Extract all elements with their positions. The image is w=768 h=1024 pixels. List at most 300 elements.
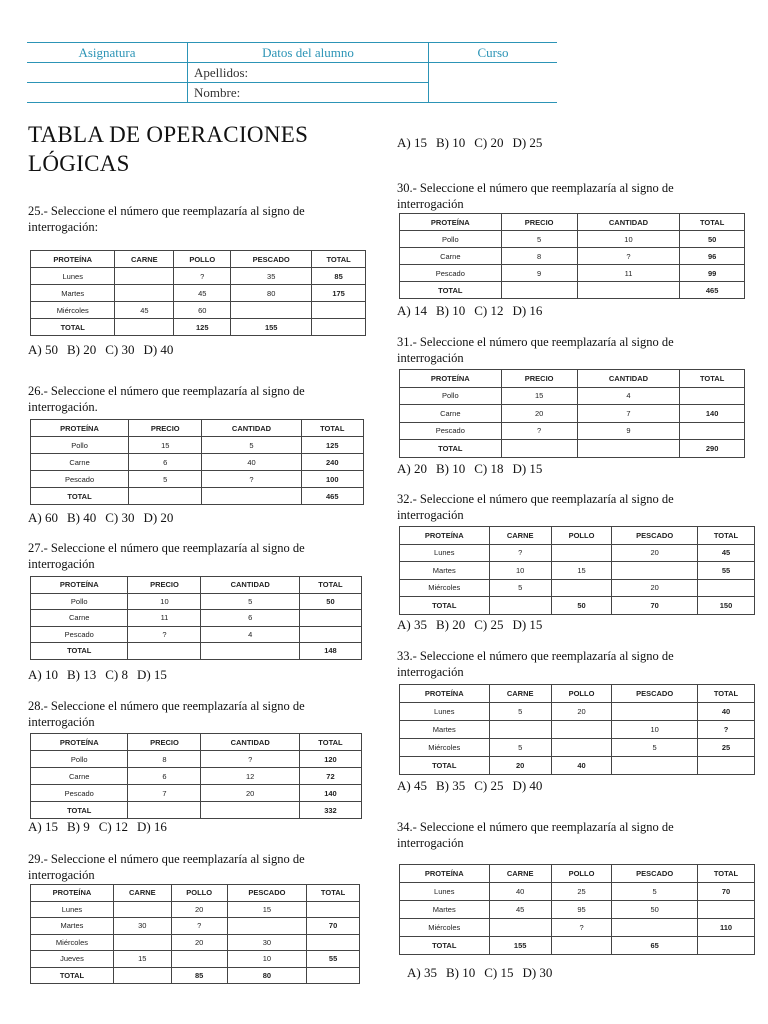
table-header-cell: PROTEÍNA bbox=[400, 685, 490, 703]
table-row bbox=[31, 285, 366, 302]
answer-option[interactable]: C) 18 bbox=[474, 461, 504, 476]
table-cell: 20 bbox=[171, 934, 227, 951]
answer-option[interactable]: C) 12 bbox=[98, 819, 128, 834]
table-cell bbox=[201, 643, 299, 660]
table-header-cell: PESCADO bbox=[227, 885, 306, 902]
table-cell: 99 bbox=[680, 265, 745, 282]
answer-option[interactable]: D) 25 bbox=[512, 135, 543, 150]
question-30-table bbox=[399, 213, 745, 299]
table-row bbox=[400, 544, 755, 562]
table-cell: Martes bbox=[400, 721, 490, 739]
table-cell: 45 bbox=[697, 544, 754, 562]
table-cell bbox=[551, 937, 611, 955]
table-cell bbox=[501, 282, 577, 299]
table-cell bbox=[307, 934, 360, 951]
table-header-row bbox=[31, 734, 362, 751]
answer-option[interactable]: D) 40 bbox=[512, 778, 543, 793]
table-header-cell: CARNE bbox=[489, 527, 551, 545]
subject-label: Asignatura bbox=[27, 43, 188, 63]
table-row bbox=[400, 282, 745, 299]
table-cell: 40 bbox=[551, 757, 611, 775]
table-cell: 6 bbox=[129, 454, 202, 471]
answer-option[interactable]: B) 10 bbox=[435, 461, 466, 476]
table-cell bbox=[501, 440, 577, 458]
table-cell: 50 bbox=[612, 901, 698, 919]
answer-option[interactable]: B) 20 bbox=[66, 342, 97, 357]
table-cell: 140 bbox=[299, 785, 361, 802]
table-cell: 15 bbox=[113, 951, 171, 968]
question-30-answers bbox=[397, 303, 551, 319]
answer-option[interactable]: A) 60 bbox=[28, 510, 58, 525]
table-cell: Miércoles bbox=[31, 302, 115, 319]
table-row bbox=[400, 883, 755, 901]
table-cell bbox=[697, 937, 754, 955]
table-cell: 25 bbox=[551, 883, 611, 901]
table-cell: 20 bbox=[171, 901, 227, 918]
table-cell: 10 bbox=[577, 231, 680, 248]
question-32-table bbox=[399, 526, 755, 615]
table-header-cell: PROTEÍNA bbox=[400, 527, 490, 545]
question-28-answers bbox=[28, 819, 176, 835]
table-header-cell: PRECIO bbox=[128, 577, 201, 594]
table-cell: Jueves bbox=[31, 951, 114, 968]
table-cell bbox=[312, 302, 366, 319]
table-cell: 40 bbox=[697, 703, 754, 721]
table-cell: 70 bbox=[307, 918, 360, 935]
answer-option[interactable]: D) 15 bbox=[512, 617, 543, 632]
table-cell: ? bbox=[128, 626, 201, 643]
table-cell: Pescado bbox=[400, 422, 502, 440]
table-cell: 20 bbox=[551, 703, 611, 721]
table-cell: 9 bbox=[501, 265, 577, 282]
table-cell: 20 bbox=[612, 544, 698, 562]
table-row bbox=[31, 918, 360, 935]
table-cell bbox=[551, 544, 611, 562]
table-cell: Miércoles bbox=[400, 919, 490, 937]
table-cell: Martes bbox=[31, 285, 115, 302]
question-31-answers bbox=[397, 461, 551, 477]
table-cell: TOTAL bbox=[400, 757, 490, 775]
table-cell: TOTAL bbox=[400, 440, 502, 458]
question-34-answers bbox=[407, 965, 561, 981]
table-cell: 9 bbox=[577, 422, 680, 440]
table-row bbox=[31, 610, 362, 627]
table-cell: ? bbox=[171, 918, 227, 935]
table-cell: 95 bbox=[551, 901, 611, 919]
answer-option[interactable]: D) 15 bbox=[136, 667, 167, 682]
student-data-label: Datos del alumno bbox=[188, 43, 429, 63]
table-cell: Miércoles bbox=[31, 934, 114, 951]
table-header-cell: TOTAL bbox=[680, 370, 745, 388]
table-cell: 5 bbox=[129, 471, 202, 488]
question-29-table bbox=[30, 884, 360, 984]
table-header-cell: PROTEÍNA bbox=[31, 885, 114, 902]
table-header-cell: TOTAL bbox=[299, 734, 361, 751]
table-cell bbox=[115, 268, 174, 285]
table-row bbox=[31, 951, 360, 968]
table-header-row bbox=[31, 420, 364, 437]
table-cell bbox=[299, 610, 361, 627]
table-cell: 70 bbox=[697, 883, 754, 901]
table-header-cell: PROTEÍNA bbox=[400, 370, 502, 388]
table-cell: 72 bbox=[299, 768, 361, 785]
answer-option[interactable]: C) 25 bbox=[474, 617, 504, 632]
table-cell: Carne bbox=[31, 454, 129, 471]
table-cell: 155 bbox=[489, 937, 551, 955]
table-cell bbox=[697, 901, 754, 919]
table-cell: 240 bbox=[301, 454, 363, 471]
table-cell: 50 bbox=[299, 593, 361, 610]
table-cell bbox=[312, 319, 366, 336]
answer-option[interactable]: B) 20 bbox=[435, 617, 466, 632]
table-cell: 15 bbox=[551, 562, 611, 580]
surnames-field[interactable]: Apellidos: bbox=[188, 63, 429, 83]
table-header-cell: PESCADO bbox=[231, 251, 312, 268]
table-header-row bbox=[400, 370, 745, 388]
table-cell bbox=[129, 488, 202, 505]
table-header-cell: PRECIO bbox=[501, 214, 577, 231]
table-row bbox=[31, 471, 364, 488]
answer-option[interactable]: B) 35 bbox=[435, 778, 466, 793]
table-cell: Pollo bbox=[31, 751, 128, 768]
table-cell: 45 bbox=[489, 901, 551, 919]
table-cell: TOTAL bbox=[400, 282, 502, 299]
table-cell bbox=[128, 802, 201, 819]
answer-option[interactable]: D) 30 bbox=[522, 965, 553, 980]
table-row bbox=[400, 562, 755, 580]
question-25-table bbox=[30, 250, 366, 336]
table-cell: 50 bbox=[551, 597, 611, 615]
table-cell bbox=[307, 967, 360, 984]
table-header-row bbox=[400, 685, 755, 703]
table-cell: Lunes bbox=[400, 703, 490, 721]
table-header-cell: TOTAL bbox=[697, 527, 754, 545]
table-cell: 25 bbox=[697, 739, 754, 757]
table-row bbox=[31, 785, 362, 802]
table-cell: Miércoles bbox=[400, 739, 490, 757]
table-cell: TOTAL bbox=[31, 319, 115, 336]
table-cell: Lunes bbox=[400, 544, 490, 562]
table-row bbox=[400, 703, 755, 721]
table-row bbox=[400, 231, 745, 248]
answer-option[interactable]: A) 10 bbox=[28, 667, 58, 682]
question-31-prompt: 31.- Seleccione el número que reemplazaría al signo de interrogación bbox=[397, 335, 674, 365]
course-label: Curso bbox=[429, 43, 558, 63]
table-cell: Pescado bbox=[400, 265, 502, 282]
table-cell: Pollo bbox=[400, 231, 502, 248]
table-cell: Pollo bbox=[31, 593, 128, 610]
answer-option[interactable]: C) 8 bbox=[105, 667, 128, 682]
answer-option[interactable]: D) 16 bbox=[512, 303, 543, 318]
table-cell: 5 bbox=[612, 739, 698, 757]
table-cell: Pescado bbox=[31, 626, 128, 643]
table-cell: 40 bbox=[202, 454, 301, 471]
table-cell: Martes bbox=[400, 562, 490, 580]
table-cell: Carne bbox=[400, 405, 502, 423]
table-cell: TOTAL bbox=[31, 488, 129, 505]
table-cell bbox=[201, 802, 299, 819]
table-cell: Miércoles bbox=[400, 579, 490, 597]
table-header-cell: PROTEÍNA bbox=[31, 734, 128, 751]
table-cell: ? bbox=[201, 751, 299, 768]
table-cell: ? bbox=[202, 471, 301, 488]
table-cell bbox=[113, 967, 171, 984]
table-row bbox=[31, 319, 366, 336]
table-row bbox=[400, 387, 745, 405]
table-header-cell: PROTEÍNA bbox=[31, 577, 128, 594]
table-cell bbox=[299, 626, 361, 643]
answer-option[interactable]: C) 20 bbox=[474, 135, 504, 150]
table-row bbox=[400, 265, 745, 282]
question-27-answers bbox=[28, 667, 176, 683]
question-27-table bbox=[30, 576, 362, 660]
table-cell: 4 bbox=[577, 387, 680, 405]
table-cell: 5 bbox=[489, 579, 551, 597]
answer-option[interactable]: D) 40 bbox=[143, 342, 174, 357]
table-header-cell: POLLO bbox=[174, 251, 231, 268]
table-cell: ? bbox=[501, 422, 577, 440]
table-header-cell: PRECIO bbox=[129, 420, 202, 437]
table-header-cell: TOTAL bbox=[697, 685, 754, 703]
table-cell bbox=[680, 387, 745, 405]
table-cell: Martes bbox=[31, 918, 114, 935]
table-cell: 125 bbox=[174, 319, 231, 336]
table-cell: 150 bbox=[697, 597, 754, 615]
answer-option[interactable]: A) 50 bbox=[28, 342, 58, 357]
table-row bbox=[31, 593, 362, 610]
table-row bbox=[400, 597, 755, 615]
table-cell: 80 bbox=[227, 967, 306, 984]
table-header-cell: POLLO bbox=[551, 865, 611, 883]
answer-option[interactable]: B) 13 bbox=[66, 667, 97, 682]
answer-option[interactable]: D) 16 bbox=[136, 819, 167, 834]
table-cell: 5 bbox=[501, 231, 577, 248]
table-cell: 65 bbox=[612, 937, 698, 955]
table-row bbox=[400, 757, 755, 775]
answer-option[interactable]: C) 30 bbox=[105, 510, 135, 525]
answer-option[interactable]: A) 15 bbox=[28, 819, 58, 834]
table-cell bbox=[612, 562, 698, 580]
table-header-cell: PESCADO bbox=[612, 685, 698, 703]
table-row bbox=[31, 751, 362, 768]
table-cell: 70 bbox=[612, 597, 698, 615]
table-cell: Pescado bbox=[31, 785, 128, 802]
table-cell: ? bbox=[489, 544, 551, 562]
table-row bbox=[31, 437, 364, 454]
answer-option[interactable]: D) 20 bbox=[143, 510, 174, 525]
table-cell: 8 bbox=[128, 751, 201, 768]
table-cell: TOTAL bbox=[31, 967, 114, 984]
answer-option[interactable]: C) 25 bbox=[474, 778, 504, 793]
subject-field[interactable] bbox=[27, 63, 188, 83]
table-cell: Lunes bbox=[31, 901, 114, 918]
answer-option[interactable]: A) 35 bbox=[407, 965, 437, 980]
question-27-prompt: 27.- Seleccione el número que reemplazaría al signo de interrogación bbox=[28, 541, 305, 571]
table-header-cell: PRECIO bbox=[501, 370, 577, 388]
answer-option[interactable]: A) 35 bbox=[397, 617, 427, 632]
table-cell: Martes bbox=[400, 901, 490, 919]
table-header-cell: CANTIDAD bbox=[577, 370, 680, 388]
table-cell: 45 bbox=[174, 285, 231, 302]
table-header-cell: CARNE bbox=[489, 685, 551, 703]
table-row bbox=[31, 302, 366, 319]
question-29-prompt: 29.- Seleccione el número que reemplazaría al signo de interrogación bbox=[28, 852, 305, 882]
table-cell bbox=[551, 721, 611, 739]
question-33-table bbox=[399, 684, 755, 775]
table-cell: 10 bbox=[612, 721, 698, 739]
question-25-answers bbox=[28, 342, 182, 358]
name-field[interactable]: Nombre: bbox=[188, 83, 429, 103]
question-34-table bbox=[399, 864, 755, 955]
table-cell: 6 bbox=[128, 768, 201, 785]
table-cell: ? bbox=[697, 721, 754, 739]
table-header-cell: CANTIDAD bbox=[577, 214, 680, 231]
table-cell: Lunes bbox=[31, 268, 115, 285]
table-cell: 5 bbox=[612, 883, 698, 901]
answer-option[interactable]: A) 45 bbox=[397, 778, 427, 793]
table-row bbox=[400, 739, 755, 757]
table-cell: 140 bbox=[680, 405, 745, 423]
table-cell bbox=[307, 901, 360, 918]
answer-option[interactable]: B) 10 bbox=[445, 965, 476, 980]
table-cell bbox=[489, 721, 551, 739]
table-cell bbox=[697, 579, 754, 597]
table-cell: 290 bbox=[680, 440, 745, 458]
table-cell: 332 bbox=[299, 802, 361, 819]
table-row bbox=[31, 802, 362, 819]
table-cell: 7 bbox=[577, 405, 680, 423]
table-cell bbox=[113, 934, 171, 951]
table-header-cell: TOTAL bbox=[312, 251, 366, 268]
answer-option[interactable]: C) 15 bbox=[484, 965, 514, 980]
table-cell bbox=[551, 739, 611, 757]
question-28-table bbox=[30, 733, 362, 819]
table-cell bbox=[680, 422, 745, 440]
table-cell: 15 bbox=[227, 901, 306, 918]
table-cell bbox=[115, 319, 174, 336]
question-29-answers bbox=[397, 135, 551, 151]
page-title: TABLA DE OPERACIONES LÓGICAS bbox=[28, 122, 309, 176]
table-cell: Pescado bbox=[31, 471, 129, 488]
table-header-cell: TOTAL bbox=[307, 885, 360, 902]
table-row bbox=[400, 405, 745, 423]
table-cell: 148 bbox=[299, 643, 361, 660]
table-cell: 40 bbox=[489, 883, 551, 901]
table-row bbox=[31, 643, 362, 660]
table-header-cell: PROTEÍNA bbox=[400, 865, 490, 883]
question-32-answers bbox=[397, 617, 551, 633]
table-cell: 110 bbox=[697, 919, 754, 937]
table-cell: 20 bbox=[489, 757, 551, 775]
answer-option[interactable]: A) 15 bbox=[397, 135, 427, 150]
table-cell: TOTAL bbox=[400, 937, 490, 955]
question-34-prompt: 34.- Seleccione el número que reemplazaría al signo de interrogación bbox=[397, 820, 674, 850]
table-cell: 20 bbox=[612, 579, 698, 597]
table-cell: 55 bbox=[307, 951, 360, 968]
table-row bbox=[31, 901, 360, 918]
answer-option[interactable]: C) 12 bbox=[474, 303, 504, 318]
table-cell: 30 bbox=[227, 934, 306, 951]
answer-option[interactable]: B) 9 bbox=[66, 819, 90, 834]
table-header-cell: PROTEÍNA bbox=[31, 420, 129, 437]
question-26-prompt: 26.- Seleccione el número que reemplazaría al signo de interrogación. bbox=[28, 384, 305, 414]
table-cell: 465 bbox=[301, 488, 363, 505]
table-cell: 85 bbox=[171, 967, 227, 984]
table-header-row bbox=[31, 251, 366, 268]
question-28-prompt: 28.- Seleccione el número que reemplazaría al signo de interrogación bbox=[28, 699, 305, 729]
table-header-cell: PESCADO bbox=[612, 527, 698, 545]
table-cell: 155 bbox=[231, 319, 312, 336]
question-31-table bbox=[399, 369, 745, 458]
table-cell bbox=[577, 282, 680, 299]
course-field[interactable] bbox=[429, 63, 558, 103]
table-cell: 8 bbox=[501, 248, 577, 265]
table-header-row bbox=[31, 577, 362, 594]
table-row bbox=[31, 488, 364, 505]
table-header-cell: TOTAL bbox=[299, 577, 361, 594]
table-cell: Pollo bbox=[31, 437, 129, 454]
table-header-cell: PESCADO bbox=[612, 865, 698, 883]
table-cell: 35 bbox=[231, 268, 312, 285]
table-cell bbox=[612, 919, 698, 937]
table-header-cell: TOTAL bbox=[301, 420, 363, 437]
table-cell: TOTAL bbox=[31, 643, 128, 660]
answer-option[interactable]: B) 10 bbox=[435, 303, 466, 318]
table-cell bbox=[115, 285, 174, 302]
answer-option[interactable]: A) 14 bbox=[397, 303, 427, 318]
table-cell: 10 bbox=[489, 562, 551, 580]
table-header-cell: CARNE bbox=[115, 251, 174, 268]
table-cell: 11 bbox=[577, 265, 680, 282]
question-30-prompt: 30.- Seleccione el número que reemplazaría al signo de interrogación bbox=[397, 181, 674, 211]
table-header-cell: CANTIDAD bbox=[201, 734, 299, 751]
table-cell: TOTAL bbox=[400, 597, 490, 615]
table-cell: 5 bbox=[489, 703, 551, 721]
table-header-row bbox=[31, 885, 360, 902]
table-header-cell: TOTAL bbox=[697, 865, 754, 883]
table-cell: Carne bbox=[400, 248, 502, 265]
table-cell bbox=[551, 579, 611, 597]
table-header-cell: POLLO bbox=[171, 885, 227, 902]
table-header-cell: PROTEÍNA bbox=[31, 251, 115, 268]
table-row bbox=[400, 901, 755, 919]
table-header-cell: CANTIDAD bbox=[202, 420, 301, 437]
table-cell: 55 bbox=[697, 562, 754, 580]
answer-option[interactable]: B) 40 bbox=[66, 510, 97, 525]
table-cell: 85 bbox=[312, 268, 366, 285]
table-row bbox=[31, 454, 364, 471]
table-cell: 7 bbox=[128, 785, 201, 802]
table-cell bbox=[231, 302, 312, 319]
table-cell bbox=[612, 757, 698, 775]
question-25-prompt: 25.- Seleccione el número que reemplazaría al signo de interrogación: bbox=[28, 204, 305, 234]
table-cell: Carne bbox=[31, 768, 128, 785]
answer-option[interactable]: C) 30 bbox=[105, 342, 135, 357]
table-header-cell: POLLO bbox=[551, 527, 611, 545]
answer-option[interactable]: A) 20 bbox=[397, 461, 427, 476]
table-cell bbox=[697, 757, 754, 775]
table-cell: ? bbox=[551, 919, 611, 937]
table-header-cell: CANTIDAD bbox=[201, 577, 299, 594]
table-cell: 50 bbox=[680, 231, 745, 248]
table-cell: 4 bbox=[201, 626, 299, 643]
table-header-cell: PROTEÍNA bbox=[400, 214, 502, 231]
answer-option[interactable]: D) 15 bbox=[512, 461, 543, 476]
table-row bbox=[400, 579, 755, 597]
table-row bbox=[400, 919, 755, 937]
table-row bbox=[400, 248, 745, 265]
answer-option[interactable]: B) 10 bbox=[435, 135, 466, 150]
